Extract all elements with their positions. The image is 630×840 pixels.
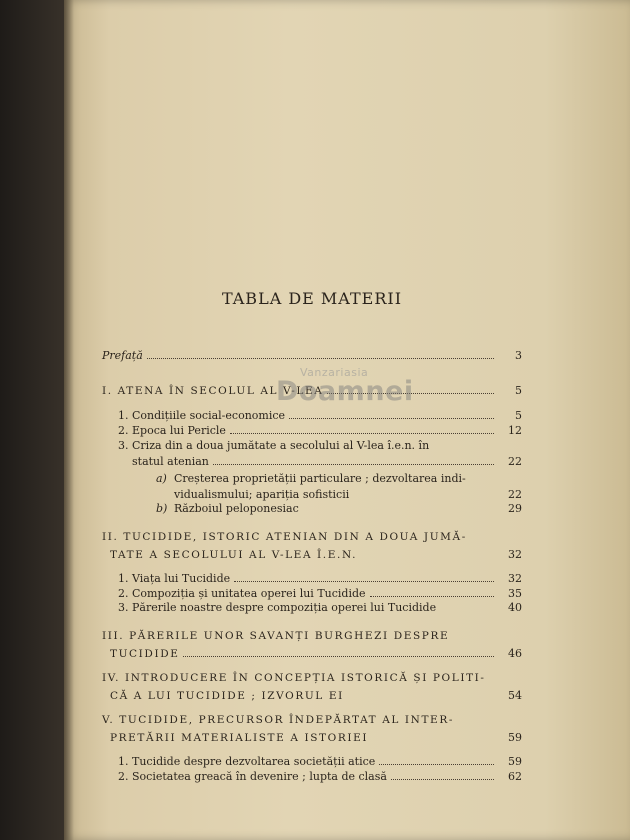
page-title: TABLA DE MATERII [221,289,403,308]
toc-chapter-line2: TATE A SECOLULUI AL V-LEA Î.E.N. [110,549,358,561]
toc-label: Părerile noastre despre compoziția operei lui Tucidide [132,601,437,614]
toc-num: 2. [118,587,129,600]
toc-entry-2-2 [118,587,522,600]
toc-page: 32 [508,548,522,561]
toc-entry-2-3 [118,601,522,614]
toc-chapter-line2: PRETĂRII MATERIALISTE A ISTORIEI [110,732,369,744]
leader-space [438,612,496,614]
toc-label: Tucidide despre dezvoltarea societății atice [132,755,376,768]
toc-entry-1-2 [118,424,522,437]
leader-dots [327,392,494,394]
toc-entry-5-1 [118,755,522,768]
toc-page: 5 [515,409,522,422]
leader-space [303,510,494,512]
watermark-small-text: Vanzariasia [300,366,369,379]
toc-num: 3. [118,601,129,614]
toc-entry-5-2 [118,770,522,783]
toc-page: 12 [508,424,522,437]
toc-chapter-line2: TUCIDIDE [110,648,180,660]
page-binding-shadow [64,0,74,840]
toc-entry-1-3-a [156,472,522,501]
leader-dots [234,580,494,582]
toc-page: 59 [508,731,522,744]
toc-entry-prefata [102,349,522,362]
leader-dots [183,655,494,657]
toc-entry-1-3-b [156,502,522,515]
toc-page: 46 [508,647,522,660]
toc-label-line1: Creșterea proprietății particulare ; dezvoltarea indi- [174,472,466,485]
toc-num: a) [156,472,167,485]
toc-entry-1-1 [118,409,522,422]
toc-num: 2. [118,424,129,437]
leader-dots [213,463,494,465]
toc-num: 1. [118,572,129,585]
leader-space [372,739,494,741]
toc-page: 54 [508,689,522,702]
toc-num: 2. [118,770,129,783]
toc-num: 3. [118,439,129,452]
toc-page: 32 [508,572,522,585]
toc-num: 1. [118,755,129,768]
toc-num: 1. [118,409,129,422]
toc-entry-1-3 [118,439,522,468]
toc-page: 29 [508,502,522,515]
leader-dots [147,357,494,359]
leader-space [361,556,494,558]
leader-dots [230,432,494,434]
toc-page: 3 [515,349,522,362]
toc-label: Viața lui Tucidide [132,572,231,585]
leader-dots [370,595,494,597]
toc-chapter-line1: III. PĂRERILE UNOR SAVANȚI BURGHEZI DESPRE [102,630,450,642]
leader-space [348,697,494,699]
toc-chapter-5 [102,714,522,744]
toc-label: Societatea greacă în devenire ; lupta de clasă [132,770,387,783]
leader-dots [289,417,494,419]
toc-page: 5 [515,384,522,397]
toc-entry-2-1 [118,572,522,585]
toc-page: 22 [508,455,522,468]
toc-label: Compoziția și unitatea operei lui Tucidide [132,587,366,600]
leader-space [353,496,494,498]
toc-page: 62 [508,770,522,783]
toc-chapter-line2: CĂ A LUI TUCIDIDE ; IZVORUL EI [110,690,344,702]
toc-page: 35 [508,587,522,600]
toc-page: 40 [508,601,522,614]
leader-dots [379,763,494,765]
toc-chapter-4 [102,672,522,702]
toc-label-line2: vidualismului; apariția sofisticii [174,488,350,501]
toc-chapter-line1: II. TUCIDIDE, ISTORIC ATENIAN DIN A DOUA JUMĂ- [102,531,467,543]
toc-label: Războiul peloponesiac [174,502,299,515]
toc-label-line1: Criza din a doua jumătate a secolului al V-lea î.e.n. în [132,439,430,452]
watermark-logo-text: Doamnei [276,376,414,407]
toc-chapter-line1: V. TUCIDIDE, PRECURSOR ÎNDEPĂRTAT AL INTER- [102,714,454,726]
toc-chapter-title: I. ATENA ÎN SECOLUL AL V-LEA [102,385,324,397]
toc-label: Epoca lui Pericle [132,424,226,437]
toc-page: 59 [508,755,522,768]
toc-chapter-1 [102,384,522,397]
leader-dots [391,778,494,780]
toc-label: Condițiile social-economice [132,409,286,422]
toc-label-line2: statul atenian [132,455,209,468]
background-dark [0,0,70,840]
toc-label: Prefață [102,349,143,362]
toc-chapter-3 [102,630,522,660]
toc-chapter-2 [102,531,522,561]
toc-num: b) [156,502,168,515]
toc-chapter-line1: IV. INTRODUCERE ÎN CONCEPȚIA ISTORICĂ ȘI POLITI- [102,672,486,684]
toc-page: 22 [508,488,522,501]
